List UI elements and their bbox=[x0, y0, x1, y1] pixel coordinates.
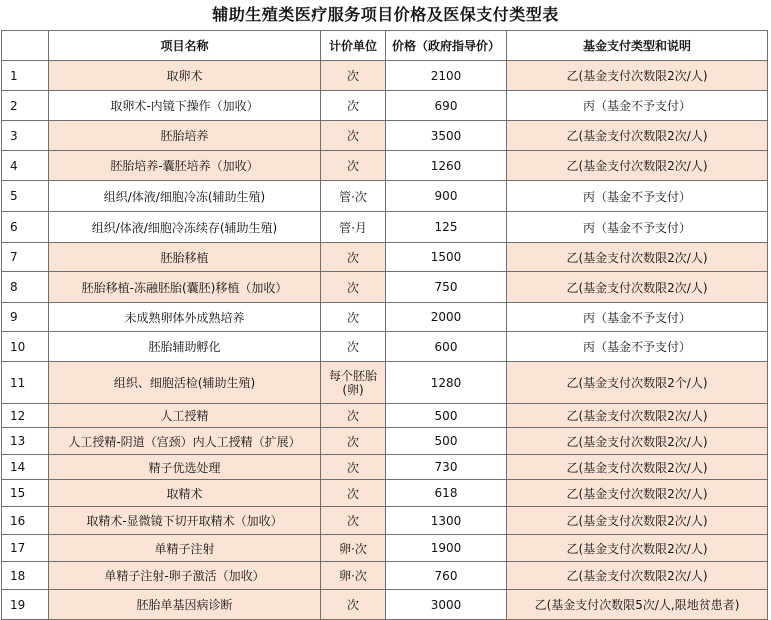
cell-price: 730 bbox=[386, 455, 507, 480]
cell-fund: 乙(基金支付次数限2次/人) bbox=[507, 151, 768, 181]
cell-no: 3 bbox=[2, 121, 49, 151]
table-row bbox=[2, 61, 768, 91]
cell-unit: 次 bbox=[321, 151, 386, 181]
cell-fund: 乙(基金支付次数限2次/人) bbox=[507, 243, 768, 272]
cell-unit: 次 bbox=[321, 590, 386, 620]
cell-unit: 次 bbox=[321, 428, 386, 455]
cell-unit: 管·月 bbox=[321, 212, 386, 243]
table-row bbox=[2, 480, 768, 507]
cell-price: 750 bbox=[386, 272, 507, 303]
cell-unit: 次 bbox=[321, 303, 386, 332]
cell-price: 900 bbox=[386, 181, 507, 212]
table-row bbox=[2, 455, 768, 480]
header-row bbox=[2, 31, 768, 61]
cell-fund: 乙(基金支付次数限2次/人) bbox=[507, 507, 768, 535]
table-body bbox=[2, 61, 768, 620]
cell-fund: 丙（基金不予支付） bbox=[507, 91, 768, 121]
cell-fund: 丙（基金不予支付） bbox=[507, 181, 768, 212]
cell-no: 13 bbox=[2, 428, 49, 455]
table-row bbox=[2, 121, 768, 151]
table-row bbox=[2, 243, 768, 272]
cell-fund: 丙（基金不予支付） bbox=[507, 303, 768, 332]
cell-fund: 乙(基金支付次数限2次/人) bbox=[507, 428, 768, 455]
cell-no: 10 bbox=[2, 332, 49, 362]
cell-fund: 乙(基金支付次数限2次/人) bbox=[507, 61, 768, 91]
cell-price: 2100 bbox=[386, 61, 507, 91]
header-fund: 基金支付类型和说明 bbox=[507, 31, 768, 61]
cell-no: 6 bbox=[2, 212, 49, 243]
table-row bbox=[2, 404, 768, 428]
cell-no: 17 bbox=[2, 535, 49, 562]
cell-fund: 乙(基金支付次数限2个/人) bbox=[507, 362, 768, 404]
cell-unit: 次 bbox=[321, 61, 386, 91]
cell-name: 取精术-显微镜下切开取精术（加收） bbox=[49, 507, 321, 535]
cell-no: 4 bbox=[2, 151, 49, 181]
cell-unit: 次 bbox=[321, 243, 386, 272]
cell-unit: 次 bbox=[321, 332, 386, 362]
cell-name: 胚胎单基因病诊断 bbox=[49, 590, 321, 620]
cell-price: 1260 bbox=[386, 151, 507, 181]
table-row bbox=[2, 562, 768, 590]
cell-price: 1280 bbox=[386, 362, 507, 404]
cell-unit: 卵·次 bbox=[321, 535, 386, 562]
table-row bbox=[2, 362, 768, 404]
cell-unit: 管·次 bbox=[321, 181, 386, 212]
cell-price: 500 bbox=[386, 428, 507, 455]
cell-name: 组织/体液/细胞冷冻续存(辅助生殖) bbox=[49, 212, 321, 243]
cell-unit: 次 bbox=[321, 121, 386, 151]
cell-no: 9 bbox=[2, 303, 49, 332]
cell-name: 胚胎移植-冻融胚胎(囊胚)移植（加收） bbox=[49, 272, 321, 303]
cell-no: 5 bbox=[2, 181, 49, 212]
cell-price: 2000 bbox=[386, 303, 507, 332]
table-row bbox=[2, 91, 768, 121]
cell-fund: 乙(基金支付次数限2次/人) bbox=[507, 121, 768, 151]
cell-price: 125 bbox=[386, 212, 507, 243]
cell-no: 11 bbox=[2, 362, 49, 404]
header-unit: 计价单位 bbox=[321, 31, 386, 61]
cell-no: 2 bbox=[2, 91, 49, 121]
cell-no: 14 bbox=[2, 455, 49, 480]
cell-unit: 次 bbox=[321, 91, 386, 121]
cell-price: 1300 bbox=[386, 507, 507, 535]
cell-fund: 乙(基金支付次数限2次/人) bbox=[507, 272, 768, 303]
cell-name: 组织、细胞活检(辅助生殖) bbox=[49, 362, 321, 404]
price-table bbox=[1, 30, 768, 620]
cell-name: 精子优选处理 bbox=[49, 455, 321, 480]
cell-fund: 乙(基金支付次数限2次/人) bbox=[507, 562, 768, 590]
table-row bbox=[2, 428, 768, 455]
cell-price: 760 bbox=[386, 562, 507, 590]
cell-fund: 乙(基金支付次数限2次/人) bbox=[507, 455, 768, 480]
table-row bbox=[2, 212, 768, 243]
cell-price: 600 bbox=[386, 332, 507, 362]
cell-unit: 每个胚胎(卵) bbox=[321, 362, 386, 404]
cell-name: 胚胎移植 bbox=[49, 243, 321, 272]
cell-name: 取精术 bbox=[49, 480, 321, 507]
cell-price: 500 bbox=[386, 404, 507, 428]
cell-no: 16 bbox=[2, 507, 49, 535]
cell-price: 690 bbox=[386, 91, 507, 121]
cell-no: 7 bbox=[2, 243, 49, 272]
cell-name: 取卵术 bbox=[49, 61, 321, 91]
cell-fund: 丙（基金不予支付） bbox=[507, 212, 768, 243]
header-no bbox=[2, 31, 49, 61]
header-name: 项目名称 bbox=[49, 31, 321, 61]
cell-unit: 次 bbox=[321, 272, 386, 303]
table-row bbox=[2, 151, 768, 181]
cell-name: 人工授精-阴道（宫颈）内人工授精（扩展） bbox=[49, 428, 321, 455]
table-row bbox=[2, 303, 768, 332]
cell-fund: 乙(基金支付次数限5次/人,限地贫患者) bbox=[507, 590, 768, 620]
cell-name: 单精子注射-卵子激活（加收） bbox=[49, 562, 321, 590]
table-title: 辅助生殖类医疗服务项目价格及医保支付类型表 bbox=[212, 5, 559, 24]
cell-no: 15 bbox=[2, 480, 49, 507]
cell-name: 胚胎培养 bbox=[49, 121, 321, 151]
cell-name: 组织/体液/细胞冷冻(辅助生殖) bbox=[49, 181, 321, 212]
cell-unit: 次 bbox=[321, 480, 386, 507]
cell-name: 取卵术-内镜下操作（加收） bbox=[49, 91, 321, 121]
cell-name: 未成熟卵体外成熟培养 bbox=[49, 303, 321, 332]
table-row bbox=[2, 272, 768, 303]
cell-fund: 乙(基金支付次数限2次/人) bbox=[507, 404, 768, 428]
cell-unit: 次 bbox=[321, 455, 386, 480]
cell-no: 18 bbox=[2, 562, 49, 590]
header-price: 价格（政府指导价） bbox=[386, 31, 507, 61]
cell-price: 1500 bbox=[386, 243, 507, 272]
cell-name: 胚胎辅助孵化 bbox=[49, 332, 321, 362]
cell-name: 胚胎培养-囊胚培养（加收） bbox=[49, 151, 321, 181]
cell-unit: 次 bbox=[321, 404, 386, 428]
cell-no: 8 bbox=[2, 272, 49, 303]
cell-unit: 卵·次 bbox=[321, 562, 386, 590]
cell-price: 3000 bbox=[386, 590, 507, 620]
cell-fund: 乙(基金支付次数限2次/人) bbox=[507, 535, 768, 562]
cell-fund: 丙（基金不予支付） bbox=[507, 332, 768, 362]
cell-unit: 次 bbox=[321, 507, 386, 535]
table-row bbox=[2, 590, 768, 620]
table-row bbox=[2, 181, 768, 212]
cell-no: 1 bbox=[2, 61, 49, 91]
cell-fund: 乙(基金支付次数限2次/人) bbox=[507, 480, 768, 507]
cell-price: 1900 bbox=[386, 535, 507, 562]
cell-name: 人工授精 bbox=[49, 404, 321, 428]
table-row bbox=[2, 535, 768, 562]
table-row bbox=[2, 507, 768, 535]
table-row bbox=[2, 332, 768, 362]
cell-no: 12 bbox=[2, 404, 49, 428]
cell-name: 单精子注射 bbox=[49, 535, 321, 562]
cell-no: 19 bbox=[2, 590, 49, 620]
cell-price: 3500 bbox=[386, 121, 507, 151]
cell-price: 618 bbox=[386, 480, 507, 507]
